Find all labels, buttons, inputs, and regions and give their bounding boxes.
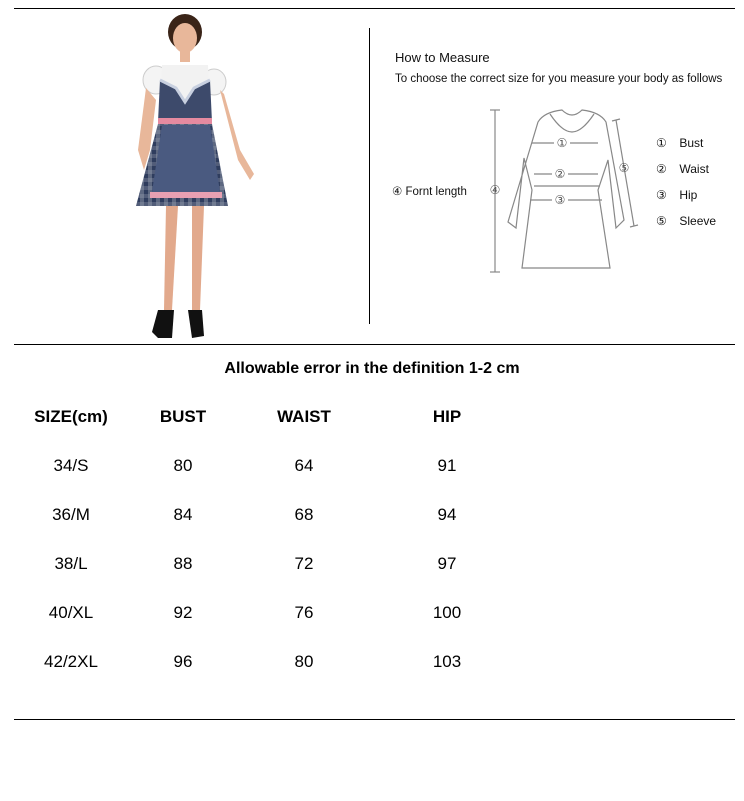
- svg-text:④: ④: [489, 183, 501, 197]
- top-divider: [14, 8, 735, 9]
- legend-item: [656, 162, 709, 176]
- legend-label: Hip: [679, 188, 698, 202]
- header-waist: WAIST: [277, 407, 331, 426]
- cell-waist: 72: [294, 554, 314, 573]
- svg-text:③: ③: [554, 193, 566, 207]
- legend-item: [656, 214, 716, 228]
- cell-waist: 80: [294, 652, 314, 671]
- cell-size: 36/M: [52, 505, 90, 524]
- cell-waist: 68: [294, 505, 314, 524]
- legend-item: [656, 188, 697, 202]
- cell-waist: 64: [294, 456, 314, 475]
- cell-bust: 96: [173, 652, 193, 671]
- svg-text:②: ②: [554, 167, 566, 181]
- cell-bust: 80: [173, 456, 193, 475]
- legend-number: ①: [656, 136, 667, 150]
- cell-size: 42/2XL: [44, 652, 98, 671]
- middle-divider: [14, 344, 735, 345]
- cell-hip: 94: [437, 505, 457, 524]
- bottom-divider: [14, 719, 735, 720]
- cell-bust: 84: [173, 505, 193, 524]
- model-photo: [100, 10, 260, 342]
- cell-bust: 92: [173, 603, 193, 622]
- header-bust: BUST: [159, 407, 207, 426]
- cell-size: 38/L: [54, 554, 88, 573]
- cell-hip: 97: [437, 554, 457, 573]
- cell-hip: 103: [432, 652, 462, 671]
- cell-size: 40/XL: [48, 603, 94, 622]
- legend-number: ②: [656, 162, 667, 176]
- legend-label: Sleeve: [679, 214, 717, 228]
- cell-bust: 88: [173, 554, 193, 573]
- vertical-divider: [369, 28, 370, 324]
- allowable-error-caption: Allowable error in the definition 1-2 cm: [224, 360, 520, 377]
- how-to-measure-subtitle: To choose the correct size for you measure your body as follows: [395, 73, 723, 85]
- front-length-label: ④ Fornt length: [392, 186, 467, 198]
- legend-number: ⑤: [656, 214, 667, 228]
- how-to-measure-title: How to Measure: [395, 50, 490, 65]
- header-hip: HIP: [432, 407, 462, 426]
- header-size: SIZE(cm): [34, 407, 108, 426]
- legend-label: Waist: [679, 162, 709, 176]
- cell-hip: 91: [437, 456, 457, 475]
- legend-number: ③: [656, 188, 667, 202]
- cell-size: 34/S: [53, 456, 89, 475]
- svg-text:⑤: ⑤: [618, 161, 630, 175]
- svg-text:①: ①: [556, 136, 568, 150]
- legend-item: [656, 136, 703, 150]
- cell-waist: 76: [294, 603, 314, 622]
- cell-hip: 100: [432, 603, 462, 622]
- legend-label: Bust: [679, 136, 704, 150]
